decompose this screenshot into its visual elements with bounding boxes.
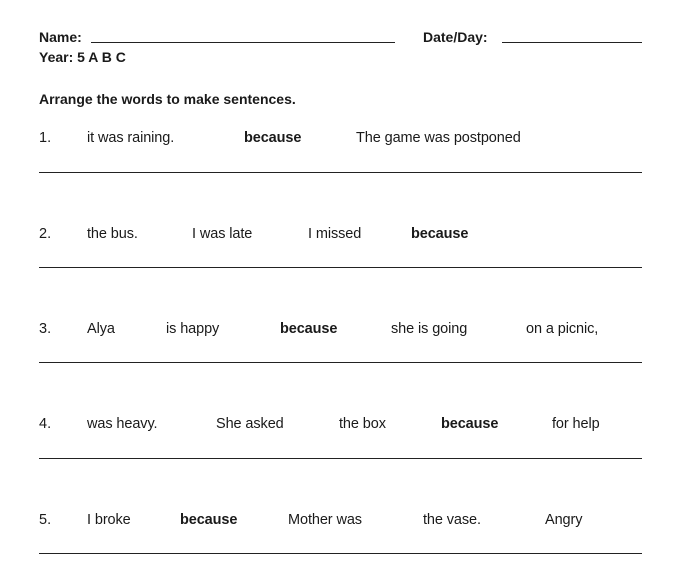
question-number: 5.	[39, 512, 52, 528]
answer-line-3	[39, 362, 642, 363]
answer-line-1	[39, 172, 642, 173]
word-card: on a picnic,	[526, 321, 599, 337]
question-number: 4.	[39, 416, 52, 432]
word-card-because: because	[441, 416, 499, 432]
word-card: Mother was	[288, 512, 362, 528]
word-card: The game was postponed	[356, 130, 521, 146]
word-card: the vase.	[423, 512, 481, 528]
name-blank	[91, 42, 395, 43]
word-card-because: because	[244, 130, 302, 146]
word-card-because: because	[280, 321, 338, 337]
word-card: I was late	[192, 226, 253, 242]
year-label: Year: 5 A B C	[39, 49, 126, 65]
word-card: Angry	[545, 512, 583, 528]
question-number: 1.	[39, 130, 52, 146]
word-card: she is going	[391, 321, 468, 337]
answer-line-2	[39, 267, 642, 268]
date-label: Date/Day:	[423, 29, 488, 45]
question-number: 2.	[39, 226, 52, 242]
word-card: Alya	[87, 321, 115, 337]
date-blank	[502, 42, 642, 43]
answer-line-5	[39, 553, 642, 554]
word-card: for help	[552, 416, 600, 432]
name-label: Name:	[39, 29, 82, 45]
word-card-because: because	[180, 512, 238, 528]
word-card: I missed	[308, 226, 362, 242]
word-card: is happy	[166, 321, 220, 337]
word-card: the box	[339, 416, 386, 432]
word-card: the bus.	[87, 226, 138, 242]
word-card: She asked	[216, 416, 284, 432]
word-card: I broke	[87, 512, 131, 528]
word-card: it was raining.	[87, 130, 175, 146]
instruction: Arrange the words to make sentences.	[39, 91, 296, 107]
word-card-because: because	[411, 226, 469, 242]
question-number: 3.	[39, 321, 52, 337]
answer-line-4	[39, 458, 642, 459]
word-card: was heavy.	[87, 416, 158, 432]
